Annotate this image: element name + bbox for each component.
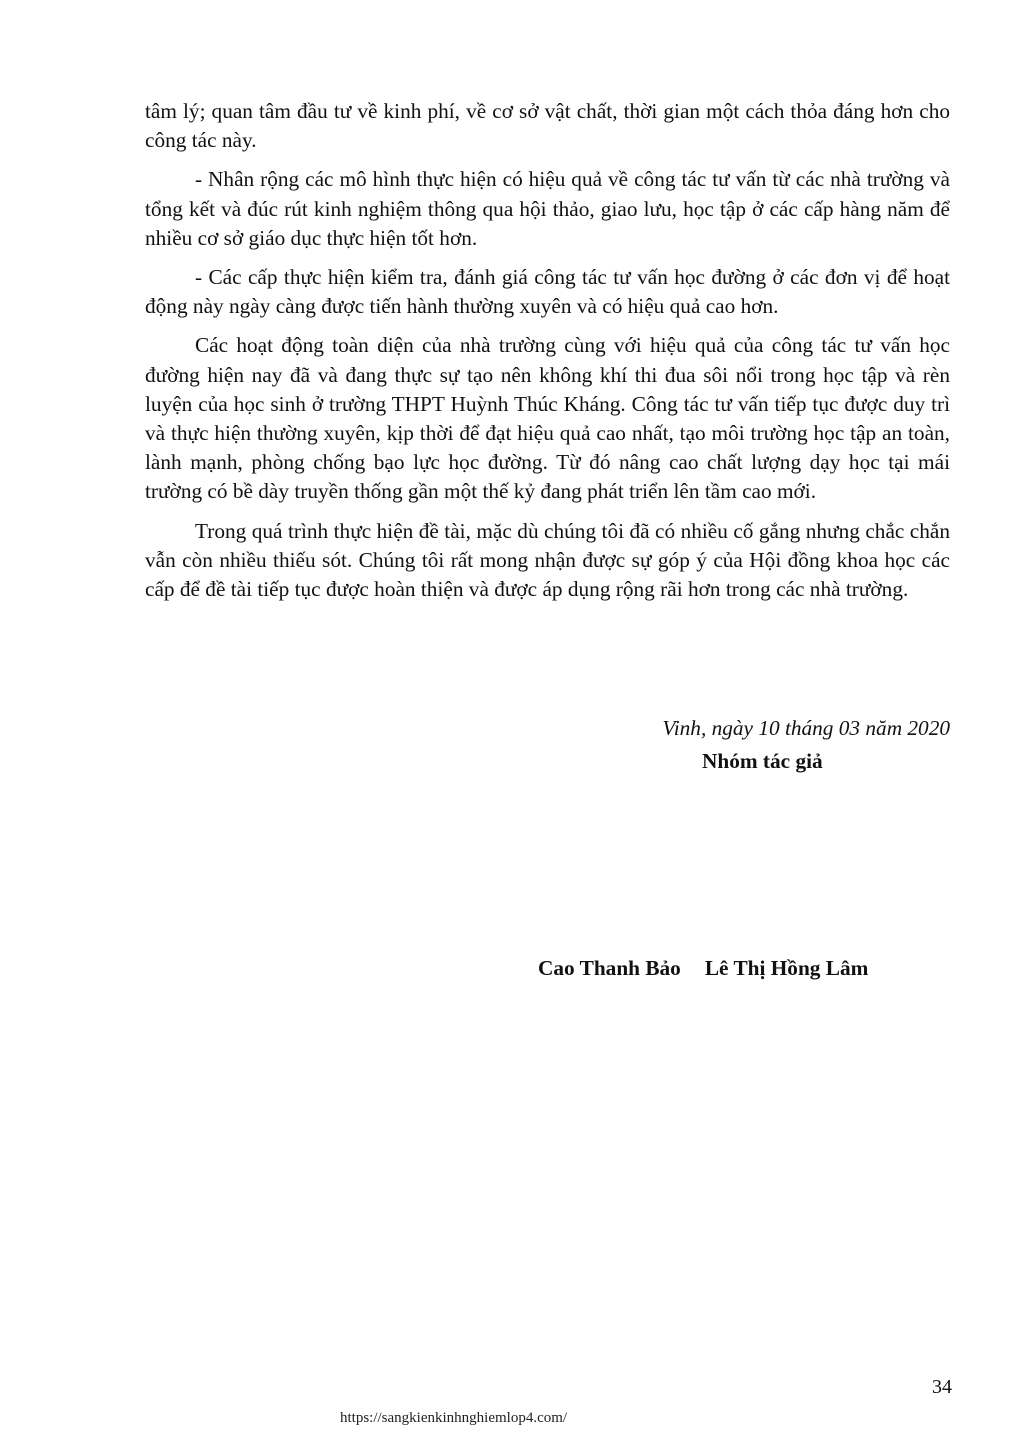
signature-date: Vinh, ngày 10 tháng 03 năm 2020 <box>662 716 950 740</box>
author-name: Lê Thị Hồng Lâm <box>704 956 869 980</box>
author-names <box>538 956 868 981</box>
author-group-label: Nhóm tác giả <box>702 749 823 773</box>
footer-url-link[interactable]: https://sangkienkinhnghiemlop4.com/ <box>340 1410 568 1426</box>
paragraph-conclusion: Các hoạt động toàn diện của nhà trường cùng với hiệu quả của công tác tư vấn học đường hiện nay đã và đang thực sự tạo nên không khí thi đua sôi nổi trong học tập và rèn luyện của học sinh ở trường THPT Huỳnh Thúc Kháng. Công tác tư vấn tiếp tục được duy trì và thực hiện thường xuyên, kịp thời để đạt hiệu quả cao nhất, tạo môi trường học tập an toàn, lành mạnh, phòng chống bạo lực học đường. Từ đó nâng cao chất lượng dạy học tại mái trường có bề dày truyền thống gần một thế kỷ đang phát triển lên tầm cao mới. <box>145 333 950 504</box>
paragraph-recommendation-replicate: - Nhân rộng các mô hình thực hiện có hiệu quả về công tác tư vấn từ các nhà trường và tổng kết và đúc rút kinh nghiệm thông qua hội thảo, giao lưu, học tập ở các cấp hàng năm để nhiều cơ sở giáo dục thực hiện tốt hơn. <box>145 167 950 250</box>
page-number: 34 <box>932 1376 952 1398</box>
paragraph-continued: tâm lý; quan tâm đầu tư về kinh phí, về cơ sở vật chất, thời gian một cách thỏa đáng hơn cho công tác này. <box>145 99 950 153</box>
body-text <box>145 97 950 614</box>
signature-block <box>560 712 950 778</box>
paragraph-recommendation-inspect: - Các cấp thực hiện kiểm tra, đánh giá công tác tư vấn học đường ở các đơn vị để hoạt động này ngày càng được tiến hành thường xuyên và có hiệu quả cao hơn. <box>145 265 950 319</box>
paragraph-closing: Trong quá trình thực hiện đề tài, mặc dù chúng tôi đã có nhiều cố gắng nhưng chắc chắn vẫn còn nhiều thiếu sót. Chúng tôi rất mong nhận được sự góp ý của Hội đồng khoa học các cấp để đề tài tiếp tục được hoàn thiện và được áp dụng rộng rãi hơn trong các nhà trường. <box>145 518 950 602</box>
author-name: Cao Thanh Bảo <box>538 956 681 980</box>
